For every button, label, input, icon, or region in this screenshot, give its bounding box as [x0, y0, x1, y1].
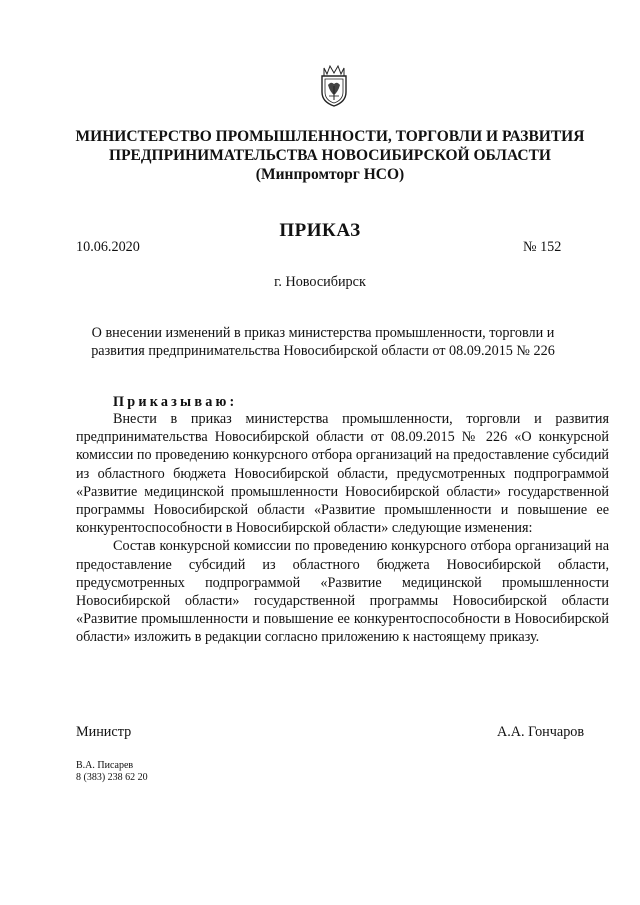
document-subject: О внесении изменений в приказ министерства промышленности, торговли и развития предпринимательства Новосибирской области от 08.09.2015 № 226	[91, 325, 555, 359]
executor-name: В.А. Писарев	[76, 760, 134, 771]
document-number: № 152	[523, 239, 562, 255]
document-date: 10.06.2020	[76, 239, 140, 255]
order-word: Приказываю:	[113, 394, 238, 410]
coat-of-arms-icon	[318, 62, 350, 108]
org-name-line-1: МИНИСТЕРСТВО ПРОМЫШЛЕННОСТИ, ТОРГОВЛИ И РАЗВИТИЯ	[75, 128, 585, 145]
document-type-title: ПРИКАЗ	[279, 220, 361, 241]
body-paragraph-2: Состав конкурсной комиссии по проведению конкурсного отбора организаций на предоставление субсидий из областного бюджета Новосибирской области, предусмотренных подпрограммой «Развитие медицинской промышленности Новосибирской области» государственной программы Новосибирской области «Развитие промышленности и повышение ее конкурентоспособности в Новосибирской области» изложить в редакции согласно приложению к настоящему приказу.	[76, 538, 609, 646]
signatory-name: А.А. Гончаров	[497, 724, 585, 740]
document-city: г. Новосибирск	[274, 274, 366, 290]
body-paragraph-1: Внести в приказ министерства промышленности, торговли и развития предпринимательства Новосибирской области от 08.09.2015 № 226 «О конкурсной комиссии по проведению конкурсного отбора организаций на предоставление субсидий из областного бюджета Новосибирской области, предусмотренных подпрограммой «Развитие медицинской промышленности Новосибирской области» государственной программы Новосибирской области «Развитие промышленности и повышение ее конкурентоспособности в Новосибирской области» следующие изменения:	[76, 411, 609, 537]
org-name-line-2: ПРЕДПРИНИМАТЕЛЬСТВА НОВОСИБИРСКОЙ ОБЛАСТИ	[109, 147, 551, 164]
signatory-position: Министр	[76, 724, 132, 740]
document-body	[76, 410, 609, 647]
org-short-name: (Минпромторг НСО)	[255, 166, 405, 183]
executor-phone: 8 (383) 238 62 20	[76, 772, 148, 783]
